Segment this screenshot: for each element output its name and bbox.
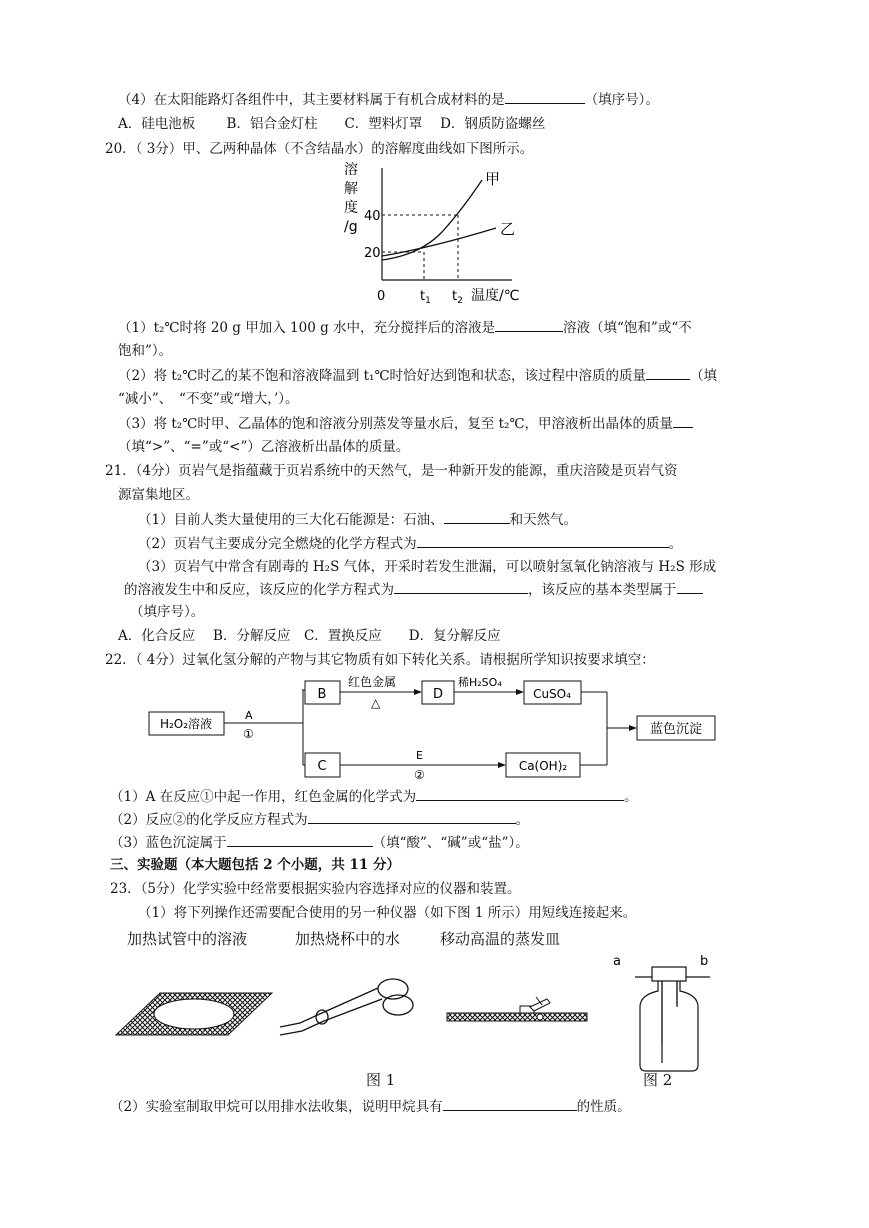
box-caoh2-label: Ca(OH)₂ [518,759,568,773]
q22-heading: 22．（ 4分）过氧化氢分解的产物与其它物质有如下转化关系。请根据所学知识按要求填空： [105,652,655,668]
q21-part3-tail: （填序号）。 [130,604,205,620]
q21-heading: 21．（4分）页岩气是指蕴藏于页岩系统中的天然气，是一种新开发的能源，重庆涪陵是页岩气资 [105,463,678,479]
conversion-diagram [140,672,750,790]
reaction-1-label: ① [243,727,254,741]
answer-blank[interactable] [227,833,373,847]
box-blue-precipitate-label: 蓝色沉淀 [649,722,703,737]
tick-label-20: 20 [364,246,381,261]
y-label-char: 解 [344,181,358,197]
asbestos-gauze-icon[interactable] [116,993,272,1035]
q21-part2: （2）页岩气主要成分完全燃烧的化学方程式为 。 [138,536,683,552]
test-tube-holder-icon[interactable] [447,997,587,1021]
q23-part2: （2）实验室制取甲烷可以用排水法收集，说明甲烷具有 的性质。 [110,1099,631,1115]
figure-1-instruments [110,955,730,1075]
reagent-dilute-h2so4-label: 稀H₂SO₄ [458,676,502,689]
answer-blank[interactable] [417,534,669,548]
q20-part2-cont: “减小”、 “不变”或“增大，’）。 [118,391,299,407]
box-h2o2-label: H₂O₂溶液 [159,717,213,731]
q22-part2: （2）反应②的化学反应方程式为 。 [110,812,530,828]
q20-part1-cont: 饱和”）。 [118,343,173,359]
arrowhead [516,689,524,695]
port-a-label: a [613,955,621,969]
answer-blank[interactable] [495,318,563,332]
q22-part3: （3）蓝色沉淀属于 （填“酸”、“碱”或“盐”）。 [110,835,529,851]
x-axis-label: 温度/℃ [471,288,520,304]
heat-symbol: △ [371,696,381,710]
q20-part2: （2）将 t₂℃时乙的某不饱和溶液降温到 t₁℃时恰好达到饱和状态，该过程中溶质的质量 （填 [118,368,718,384]
answer-blank[interactable] [677,580,703,594]
curve-yi [382,228,496,256]
box-cuso4-label: CuSO₄ [533,687,571,701]
tick-label-t1: $t_1$ [420,289,431,306]
origin-label: 0 [377,289,386,304]
operation-label: 加热烧杯中的水 [295,930,401,948]
box-B-label: B [317,687,327,702]
operation-label: 移动高温的蒸发皿 [440,930,561,948]
arrowhead [629,725,637,731]
answer-blank[interactable] [416,787,624,801]
answer-blank[interactable] [443,1097,577,1111]
q20-part3: （3）将 t₂℃时甲、乙晶体的饱和溶液分别蒸发等量水后，复至 t₂℃，甲溶液析出晶体的质量 [118,414,693,433]
curve-jia [382,180,482,260]
q23-part1: （1）将下列操作还需要配合使用的另一种仪器（如下图 1 所示）用短线连接起来。 [138,905,637,921]
q21-part3: （3）页岩气中常含有剧毒的 H₂S 气体，开采时若发生泄漏，可以喷射氢氧化钠溶液与 H₂S 形成 [138,559,717,575]
y-label-char: 溶 [344,162,358,178]
q21-part1: （1）目前人类大量使用的三大化石能源是：石油、 和天然气。 [138,512,578,528]
q21-options: A．化合反应 B．分解反应 C．置换反应 D．复分解反应 [118,628,501,644]
q20-part3-cont: （填“>”、“=”或“<”）乙溶液析出晶体的质量。 [118,439,410,455]
y-label-char: /g [344,219,358,235]
q21-heading-cont: 源富集地区。 [118,487,199,503]
q19-options: A．硅电池板 B．铝合金灯柱 C．塑料灯罩 D．钢质防盗螺丝 [118,116,546,132]
tick-label-40: 40 [364,209,381,224]
q19-part4: （4）在太阳能路灯各组件中，其主要材料属于有机合成材料的是 （填序号）。 [118,92,659,108]
y-label-char: 度 [344,200,358,216]
section-heading: 三、实验题（本大题包括 2 个小题，共 11 分） [110,857,400,873]
box-C-label: C [317,759,327,774]
crucible-tongs-icon[interactable] [280,979,413,1035]
operation-label: 加热试管中的溶液 [127,930,248,948]
answer-blank[interactable] [646,366,690,380]
q21-part3-cont: 的溶液发生中和反应，该反应的化学方程式为 ，该反应的基本类型属于 [124,580,703,599]
q23-heading: 23．（5分）化学实验中经常要根据实验内容选择对应的仪器和装置。 [110,881,521,897]
figure-2-caption: 图 2 [643,1071,673,1089]
tick-label-t2: $t_2$ [452,289,463,306]
curve-label-yi: 乙 [500,220,516,238]
figure-1-caption: 图 1 [366,1071,396,1089]
arrowhead [414,689,422,695]
q22-part1: （1）A 在反应①中起一作用，红色金属的化学式为 。 [110,789,638,805]
answer-blank[interactable] [444,510,510,524]
reagent-E-label: E [416,749,423,762]
gas-washing-bottle-icon[interactable] [635,967,710,1071]
answer-blank[interactable] [505,90,585,104]
reaction-2-label: ② [414,768,425,782]
q20-heading: 20．（ 3分）甲、乙两种晶体（不含结晶水）的溶解度曲线如下图所示。 [105,141,534,157]
answer-blank[interactable] [673,414,693,428]
port-b-label: b [700,955,709,969]
box-D-label: D [432,687,444,702]
solubility-curve-graph [330,160,530,310]
answer-blank[interactable] [308,810,516,824]
curve-label-jia: 甲 [485,170,501,188]
reagent-red-metal-label: 红色金属 [348,675,397,689]
answer-blank[interactable] [394,580,528,594]
arrowhead [498,762,506,768]
q20-part1: （1）t₂℃时将 20 g 甲加入 100 g 水中，充分搅拌后的溶液是 溶液（填“饱和”或“不 [118,320,692,336]
reagent-A-label: A [245,709,253,722]
